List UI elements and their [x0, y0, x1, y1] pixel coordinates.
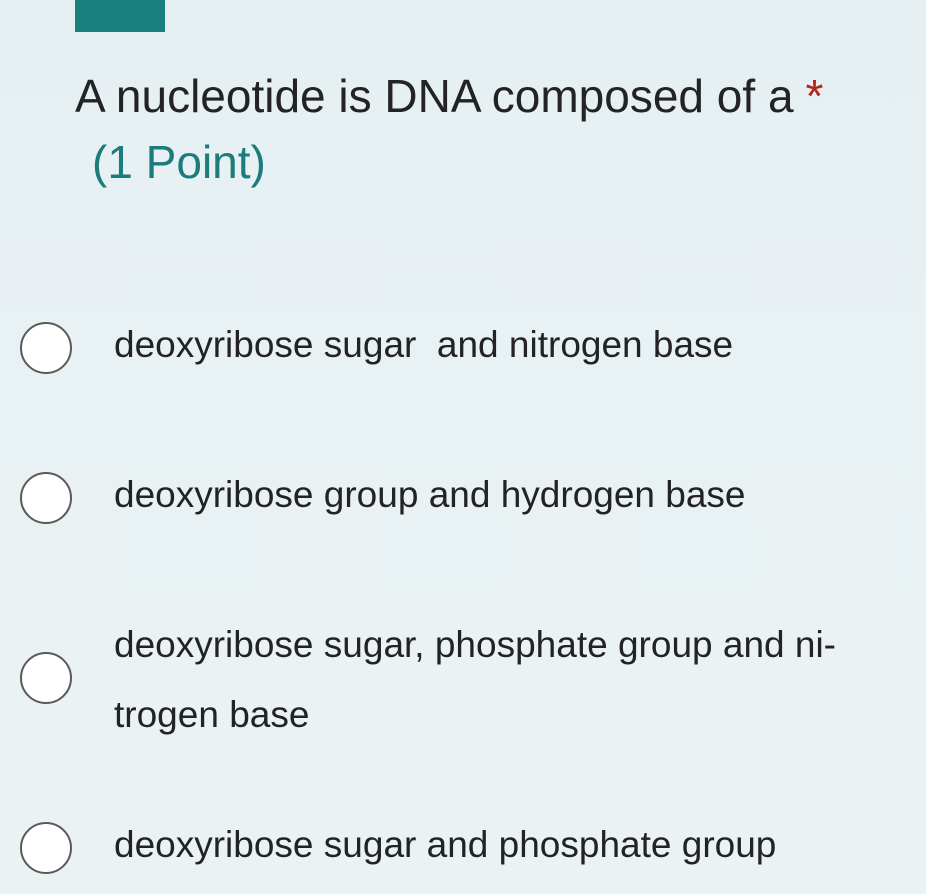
answer-option-4[interactable]	[0, 810, 926, 880]
answer-option-3[interactable]	[0, 610, 926, 750]
answer-option-1-label[interactable]: deoxyribose sugar and nitrogen base	[114, 324, 734, 365]
radio-button-3[interactable]	[20, 652, 72, 704]
question-text: A nucleotide is DNA composed of a	[75, 70, 794, 122]
answer-option-3-label[interactable]: deoxyribose sugar, phosphate group and ni- trogen base	[114, 624, 837, 735]
answer-option-4-label[interactable]: deoxyribose sugar and phosphate group	[114, 824, 777, 865]
answer-option-1[interactable]	[0, 310, 926, 380]
radio-button-4[interactable]	[20, 822, 72, 874]
radio-button-1[interactable]	[20, 322, 72, 374]
answer-option-2-label[interactable]: deoxyribose group and hydrogen base	[114, 474, 746, 515]
radio-button-2[interactable]	[20, 472, 72, 524]
question-points: (1 Point)	[92, 136, 266, 188]
answer-option-2[interactable]	[0, 460, 926, 530]
required-asterisk: *	[805, 70, 824, 122]
